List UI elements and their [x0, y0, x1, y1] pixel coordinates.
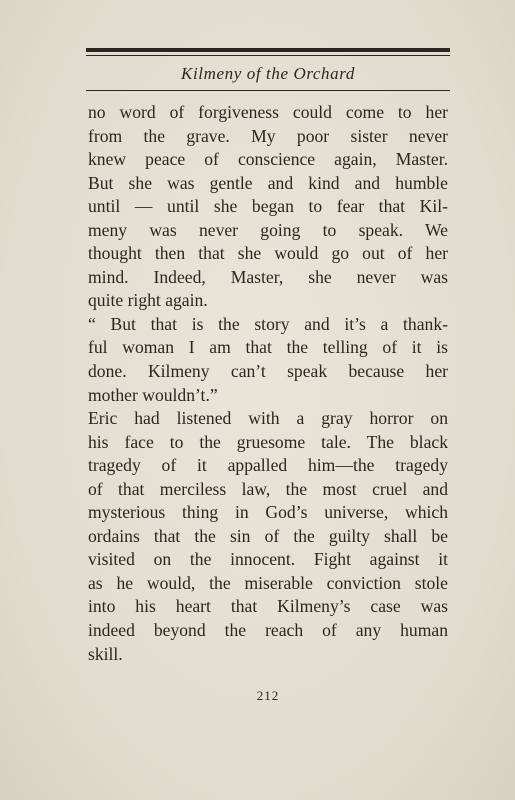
text-line: But she was gentle and kind and humble — [88, 172, 448, 193]
page-number: 212 — [256, 688, 280, 703]
running-title: Kilmeny of the Orchard — [181, 64, 355, 83]
text-line: Eric had listened with a gray horror on — [88, 408, 448, 429]
text-line: quite right again. — [88, 290, 208, 311]
text-line: indeed beyond the reach of any human — [88, 620, 448, 641]
text-line: meny was never going to speak. We — [88, 219, 448, 240]
text-line: thought then that she would go out of her — [88, 243, 448, 264]
header-rule-thin — [86, 55, 450, 56]
header-rule-bottom — [86, 90, 450, 91]
text-line: from the grave. My poor sister never — [88, 125, 448, 146]
text-line: no word of forgiveness could come to her — [88, 102, 448, 122]
text-line: as he would, the miserable conviction stole — [88, 572, 448, 593]
text-line: ful woman I am that the telling of it is — [88, 337, 448, 358]
text-line: visited on the innocent. Fight against it — [88, 549, 448, 570]
text-line: his face to the gruesome tale. The black — [88, 431, 448, 452]
text-line: skill. — [88, 643, 123, 664]
text-line: ordains that the sin of the guilty shall be — [88, 525, 448, 546]
text-line: mother wouldn’t.” — [88, 384, 218, 405]
header-rule-thick — [86, 48, 450, 52]
text-line: mysterious thing in God’s universe, which — [88, 502, 448, 523]
text-line: knew peace of conscience again, Master. — [88, 149, 448, 170]
body-text — [88, 101, 448, 666]
text-line: into his heart that Kilmeny’s case was — [88, 596, 448, 617]
text-line: mind. Indeed, Master, she never was — [88, 266, 448, 287]
text-line: until — until she began to fear that Kil- — [88, 196, 448, 217]
text-line: “ But that is the story and it’s a thank- — [88, 313, 448, 334]
text-line: done. Kilmeny can’t speak because her — [88, 361, 448, 382]
text-line: tragedy of it appalled him—the tragedy — [88, 455, 448, 476]
text-line: of that merciless law, the most cruel and — [88, 478, 448, 499]
